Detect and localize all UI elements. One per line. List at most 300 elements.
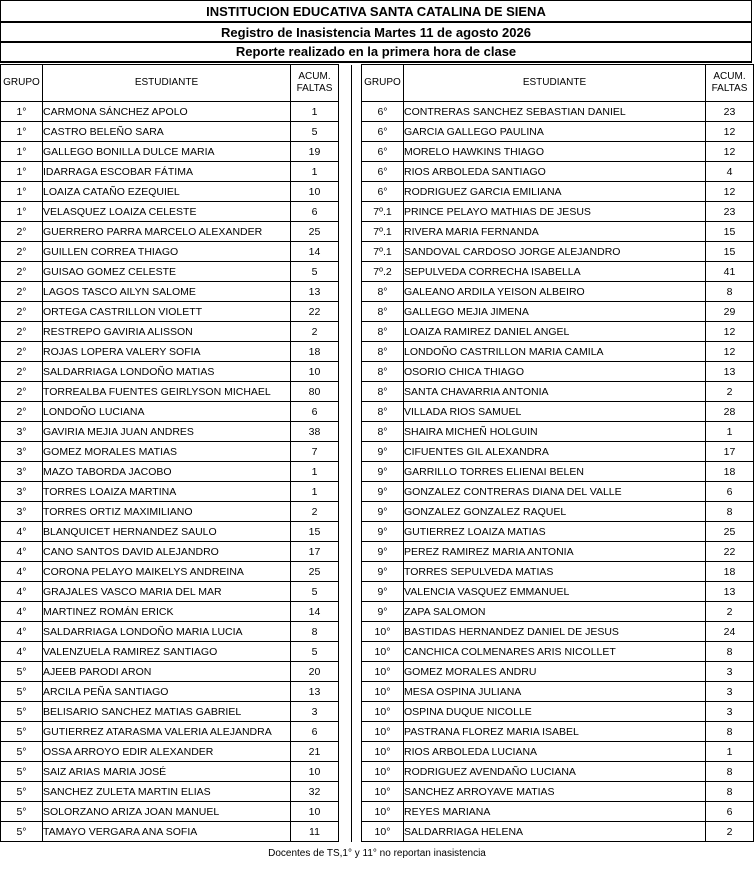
student-name-cell: GRAJALES VASCO MARIA DEL MAR <box>43 582 291 602</box>
group-cell: 2° <box>1 282 43 302</box>
column-gap <box>339 502 352 522</box>
absences-cell: 17 <box>291 542 339 562</box>
absences-cell: 7 <box>291 442 339 462</box>
student-name-cell: SAIZ ARIAS MARIA JOSÉ <box>43 762 291 782</box>
student-name-cell: REYES MARIANA <box>404 802 706 822</box>
student-name-cell: RODRIGUEZ AVENDAÑO LUCIANA <box>404 762 706 782</box>
group-cell: 1° <box>1 162 43 182</box>
table-row <box>362 302 754 322</box>
absences-cell: 41 <box>706 262 754 282</box>
table-row <box>1 542 352 562</box>
absences-cell: 13 <box>706 362 754 382</box>
absences-cell: 15 <box>706 242 754 262</box>
absences-cell: 15 <box>706 222 754 242</box>
student-name-cell: CANCHICA COLMENARES ARIS NICOLLET <box>404 642 706 662</box>
table-row <box>1 402 352 422</box>
student-name-cell: TORRES ORTIZ MAXIMILIANO <box>43 502 291 522</box>
absences-cell: 12 <box>706 182 754 202</box>
student-name-cell: OSORIO CHICA THIAGO <box>404 362 706 382</box>
group-cell: 2° <box>1 342 43 362</box>
student-column-header: ESTUDIANTE <box>404 65 706 102</box>
column-gap <box>339 282 352 302</box>
group-cell: 8° <box>362 282 404 302</box>
student-name-cell: RIOS ARBOLEDA LUCIANA <box>404 742 706 762</box>
absences-cell: 3 <box>706 682 754 702</box>
report-title: INSTITUCION EDUCATIVA SANTA CATALINA DE SIENA <box>0 0 752 22</box>
absences-cell: 18 <box>291 342 339 362</box>
absences-cell: 25 <box>706 522 754 542</box>
group-cell: 5° <box>1 662 43 682</box>
group-cell: 9° <box>362 522 404 542</box>
student-name-cell: CARMONA SÁNCHEZ APOLO <box>43 102 291 122</box>
group-cell: 10° <box>362 762 404 782</box>
table-row <box>362 642 754 662</box>
student-name-cell: TORREALBA FUENTES GEIRLYSON MICHAEL <box>43 382 291 402</box>
absences-cell: 18 <box>706 562 754 582</box>
group-cell: 4° <box>1 622 43 642</box>
group-cell: 7º.1 <box>362 222 404 242</box>
group-cell: 9° <box>362 542 404 562</box>
group-cell: 8° <box>362 362 404 382</box>
group-cell: 5° <box>1 682 43 702</box>
absences-cell: 3 <box>291 702 339 722</box>
student-name-cell: IDARRAGA ESCOBAR FÁTIMA <box>43 162 291 182</box>
table-row <box>362 142 754 162</box>
group-cell: 8° <box>362 422 404 442</box>
group-cell: 10° <box>362 642 404 662</box>
table-row <box>362 762 754 782</box>
column-gap <box>339 102 352 122</box>
table-row <box>1 242 352 262</box>
footer-note: Docentes de TS,1° y 11° no reportan inasistencia <box>268 848 486 859</box>
table-row <box>1 262 352 282</box>
column-gap <box>339 422 352 442</box>
absences-cell: 6 <box>291 722 339 742</box>
group-cell: 3° <box>1 502 43 522</box>
column-gap <box>339 222 352 242</box>
group-cell: 5° <box>1 742 43 762</box>
column-gap <box>339 802 352 822</box>
table-row <box>362 182 754 202</box>
student-name-cell: CASTRO BELEÑO SARA <box>43 122 291 142</box>
group-cell: 6° <box>362 122 404 142</box>
absences-cell: 1 <box>291 482 339 502</box>
table-row <box>362 722 754 742</box>
column-gap <box>339 442 352 462</box>
student-name-cell: SEPULVEDA CORRECHA ISABELLA <box>404 262 706 282</box>
absences-column-header: ACUM. FALTAS <box>291 65 339 102</box>
group-cell: 5° <box>1 762 43 782</box>
group-cell: 8° <box>362 402 404 422</box>
column-gap <box>339 522 352 542</box>
student-name-cell: RODRIGUEZ GARCIA EMILIANA <box>404 182 706 202</box>
group-cell: 1° <box>1 102 43 122</box>
student-name-cell: GUTIERREZ ATARASMA VALERIA ALEJANDRA <box>43 722 291 742</box>
column-gap <box>339 702 352 722</box>
table-row <box>1 682 352 702</box>
table-row <box>362 742 754 762</box>
student-name-cell: MORELO HAWKINS THIAGO <box>404 142 706 162</box>
table-row <box>1 662 352 682</box>
student-name-cell: RESTREPO GAVIRIA ALISSON <box>43 322 291 342</box>
group-cell: 1° <box>1 122 43 142</box>
group-cell: 2° <box>1 362 43 382</box>
student-name-cell: CANO SANTOS DAVID ALEJANDRO <box>43 542 291 562</box>
absences-cell: 8 <box>706 282 754 302</box>
absences-cell: 5 <box>291 642 339 662</box>
group-cell: 3° <box>1 442 43 462</box>
absences-cell: 25 <box>291 222 339 242</box>
column-gap <box>339 302 352 322</box>
group-cell: 2° <box>1 242 43 262</box>
student-name-cell: SANCHEZ ARROYAVE MATIAS <box>404 782 706 802</box>
student-name-cell: MESA OSPINA JULIANA <box>404 682 706 702</box>
table-row <box>1 282 352 302</box>
table-row <box>1 462 352 482</box>
absences-cell: 2 <box>706 822 754 842</box>
absences-cell: 5 <box>291 262 339 282</box>
group-cell: 4° <box>1 562 43 582</box>
table-row <box>362 822 754 842</box>
absences-cell: 28 <box>706 402 754 422</box>
student-name-cell: RIOS ARBOLEDA SANTIAGO <box>404 162 706 182</box>
absences-cell: 2 <box>706 602 754 622</box>
column-gap <box>339 322 352 342</box>
column-gap <box>339 122 352 142</box>
student-name-cell: GUILLEN CORREA THIAGO <box>43 242 291 262</box>
student-name-cell: GONZALEZ CONTRERAS DIANA DEL VALLE <box>404 482 706 502</box>
table-row <box>1 222 352 242</box>
group-cell: 2° <box>1 222 43 242</box>
student-name-cell: GALLEGO MEJIA JIMENA <box>404 302 706 322</box>
absences-cell: 10 <box>291 362 339 382</box>
table-row <box>1 722 352 742</box>
table-row <box>1 182 352 202</box>
table-row <box>362 382 754 402</box>
group-cell: 3° <box>1 462 43 482</box>
group-cell: 9° <box>362 462 404 482</box>
table-row <box>1 202 352 222</box>
student-name-cell: TORRES SEPULVEDA MATIAS <box>404 562 706 582</box>
absences-cell: 12 <box>706 142 754 162</box>
table-row <box>362 462 754 482</box>
student-name-cell: LAGOS TASCO AILYN SALOME <box>43 282 291 302</box>
student-name-cell: ZAPA SALOMON <box>404 602 706 622</box>
student-name-cell: SOLORZANO ARIZA JOAN MANUEL <box>43 802 291 822</box>
group-cell: 8° <box>362 302 404 322</box>
group-cell: 3° <box>1 422 43 442</box>
group-cell: 5° <box>1 782 43 802</box>
group-cell: 10° <box>362 662 404 682</box>
student-name-cell: GUISAO GOMEZ CELESTE <box>43 262 291 282</box>
table-row <box>1 482 352 502</box>
absences-cell: 4 <box>706 162 754 182</box>
column-gap <box>339 562 352 582</box>
student-name-cell: ORTEGA CASTRILLON VIOLETT <box>43 302 291 322</box>
absences-cell: 80 <box>291 382 339 402</box>
table-row <box>362 422 754 442</box>
column-gap <box>339 782 352 802</box>
table-row <box>1 142 352 162</box>
column-gap <box>339 642 352 662</box>
absences-cell: 24 <box>706 622 754 642</box>
table-row <box>362 482 754 502</box>
right-register-body <box>362 102 754 842</box>
absences-cell: 6 <box>706 802 754 822</box>
group-cell: 10° <box>362 782 404 802</box>
group-cell: 7º.2 <box>362 262 404 282</box>
absences-cell: 23 <box>706 102 754 122</box>
absences-cell: 17 <box>706 442 754 462</box>
table-row <box>362 242 754 262</box>
table-row <box>362 522 754 542</box>
absences-cell: 10 <box>291 182 339 202</box>
absences-cell: 1 <box>706 422 754 442</box>
group-cell: 5° <box>1 822 43 842</box>
table-row <box>1 622 352 642</box>
group-cell: 8° <box>362 382 404 402</box>
column-gap <box>339 382 352 402</box>
table-row <box>362 682 754 702</box>
absences-cell: 5 <box>291 582 339 602</box>
absences-cell: 12 <box>706 342 754 362</box>
table-row <box>362 542 754 562</box>
absences-cell: 14 <box>291 602 339 622</box>
absences-cell: 18 <box>706 462 754 482</box>
column-gap <box>339 482 352 502</box>
table-row <box>362 782 754 802</box>
student-name-cell: CONTRERAS SANCHEZ SEBASTIAN DANIEL <box>404 102 706 122</box>
absences-cell: 2 <box>706 382 754 402</box>
absences-cell: 38 <box>291 422 339 442</box>
column-gap <box>339 362 352 382</box>
table-row <box>362 322 754 342</box>
table-row <box>1 502 352 522</box>
table-row <box>362 342 754 362</box>
group-cell: 9° <box>362 582 404 602</box>
group-cell: 6° <box>362 162 404 182</box>
student-name-cell: VILLADA RIOS SAMUEL <box>404 402 706 422</box>
absences-cell: 2 <box>291 322 339 342</box>
left-register-table <box>0 64 352 842</box>
report-subtitle: Registro de Inasistencia Martes 11 de agosto 2026 <box>0 22 752 43</box>
group-column-header: GRUPO <box>1 65 43 102</box>
table-row <box>362 362 754 382</box>
absences-cell: 10 <box>291 762 339 782</box>
group-cell: 4° <box>1 642 43 662</box>
student-name-cell: GALLEGO BONILLA DULCE MARIA <box>43 142 291 162</box>
absences-cell: 1 <box>291 162 339 182</box>
student-name-cell: GONZALEZ GONZALEZ RAQUEL <box>404 502 706 522</box>
column-gap <box>339 342 352 362</box>
group-cell: 7º.1 <box>362 202 404 222</box>
group-cell: 2° <box>1 322 43 342</box>
column-gap <box>339 462 352 482</box>
column-gap <box>339 602 352 622</box>
group-cell: 10° <box>362 622 404 642</box>
student-name-cell: SALDARRIAGA HELENA <box>404 822 706 842</box>
student-name-cell: BASTIDAS HERNANDEZ DANIEL DE JESUS <box>404 622 706 642</box>
student-name-cell: SANCHEZ ZULETA MARTIN ELIAS <box>43 782 291 802</box>
group-cell: 4° <box>1 542 43 562</box>
group-cell: 4° <box>1 602 43 622</box>
group-cell: 5° <box>1 702 43 722</box>
table-row <box>362 222 754 242</box>
student-name-cell: GOMEZ MORALES MATIAS <box>43 442 291 462</box>
table-row <box>362 102 754 122</box>
absences-cell: 3 <box>706 662 754 682</box>
table-row <box>1 322 352 342</box>
column-gap <box>339 542 352 562</box>
table-row <box>362 582 754 602</box>
table-row <box>1 642 352 662</box>
table-row <box>1 582 352 602</box>
group-cell: 8° <box>362 322 404 342</box>
group-cell: 10° <box>362 822 404 842</box>
group-cell: 10° <box>362 802 404 822</box>
absences-cell: 20 <box>291 662 339 682</box>
absences-cell: 12 <box>706 322 754 342</box>
group-cell: 1° <box>1 182 43 202</box>
absences-cell: 13 <box>291 682 339 702</box>
group-cell: 2° <box>1 302 43 322</box>
group-cell: 9° <box>362 482 404 502</box>
column-gap <box>339 65 352 102</box>
column-gap <box>339 742 352 762</box>
table-row <box>1 762 352 782</box>
absences-cell: 6 <box>291 402 339 422</box>
student-name-cell: GOMEZ MORALES ANDRU <box>404 662 706 682</box>
group-cell: 9° <box>362 602 404 622</box>
group-cell: 5° <box>1 802 43 822</box>
absences-cell: 6 <box>291 202 339 222</box>
group-cell: 8° <box>362 342 404 362</box>
student-name-cell: BLANQUICET HERNANDEZ SAULO <box>43 522 291 542</box>
column-gap <box>339 402 352 422</box>
group-cell: 6° <box>362 142 404 162</box>
absences-cell: 15 <box>291 522 339 542</box>
column-gap <box>339 622 352 642</box>
group-cell: 10° <box>362 702 404 722</box>
table-row <box>362 702 754 722</box>
table-row <box>362 502 754 522</box>
absences-cell: 10 <box>291 802 339 822</box>
group-cell: 5° <box>1 722 43 742</box>
table-row <box>362 562 754 582</box>
student-name-cell: GAVIRIA MEJIA JUAN ANDRES <box>43 422 291 442</box>
table-row <box>1 302 352 322</box>
student-name-cell: GUERRERO PARRA MARCELO ALEXANDER <box>43 222 291 242</box>
absences-cell: 13 <box>706 582 754 602</box>
absences-cell: 8 <box>706 782 754 802</box>
student-name-cell: SANTA CHAVARRIA ANTONIA <box>404 382 706 402</box>
student-name-cell: ARCILA PEÑA SANTIAGO <box>43 682 291 702</box>
table-row <box>1 562 352 582</box>
student-name-cell: GUTIERREZ LOAIZA MATIAS <box>404 522 706 542</box>
absences-cell: 13 <box>291 282 339 302</box>
column-gap <box>339 722 352 742</box>
student-name-cell: OSSA ARROYO EDIR ALEXANDER <box>43 742 291 762</box>
group-cell: 9° <box>362 502 404 522</box>
student-name-cell: LOAIZA RAMIREZ DANIEL ANGEL <box>404 322 706 342</box>
group-cell: 4° <box>1 582 43 602</box>
absences-cell: 14 <box>291 242 339 262</box>
student-name-cell: RIVERA MARIA FERNANDA <box>404 222 706 242</box>
table-row <box>1 422 352 442</box>
student-name-cell: LONDOÑO CASTRILLON MARIA CAMILA <box>404 342 706 362</box>
table-row <box>362 162 754 182</box>
absences-cell: 8 <box>706 642 754 662</box>
group-cell: 9° <box>362 442 404 462</box>
column-gap <box>339 162 352 182</box>
absences-cell: 8 <box>291 622 339 642</box>
absences-cell: 1 <box>291 462 339 482</box>
left-register-body <box>1 102 352 842</box>
absences-cell: 1 <box>706 742 754 762</box>
group-cell: 2° <box>1 402 43 422</box>
student-name-cell: TAMAYO VERGARA ANA SOFIA <box>43 822 291 842</box>
student-name-cell: MAZO TABORDA JACOBO <box>43 462 291 482</box>
table-row <box>1 362 352 382</box>
student-name-cell: SALDARRIAGA LONDOÑO MARIA LUCIA <box>43 622 291 642</box>
student-name-cell: GARRILLO TORRES ELIENAI BELEN <box>404 462 706 482</box>
group-cell: 1° <box>1 202 43 222</box>
table-row <box>1 702 352 722</box>
table-row <box>1 162 352 182</box>
group-cell: 10° <box>362 722 404 742</box>
column-gap <box>339 682 352 702</box>
table-row <box>362 662 754 682</box>
table-row <box>1 782 352 802</box>
group-column-header: GRUPO <box>362 65 404 102</box>
group-cell: 4° <box>1 522 43 542</box>
student-name-cell: TORRES LOAIZA MARTINA <box>43 482 291 502</box>
table-row <box>362 402 754 422</box>
student-name-cell: ROJAS LOPERA VALERY SOFIA <box>43 342 291 362</box>
table-row <box>1 382 352 402</box>
table-row <box>1 602 352 622</box>
table-row <box>362 282 754 302</box>
absences-cell: 22 <box>291 302 339 322</box>
column-gap <box>339 582 352 602</box>
table-row <box>1 342 352 362</box>
absences-cell: 8 <box>706 762 754 782</box>
student-name-cell: PRINCE PELAYO MATHIAS DE JESUS <box>404 202 706 222</box>
student-name-cell: BELISARIO SANCHEZ MATIAS GABRIEL <box>43 702 291 722</box>
student-name-cell: SALDARRIAGA LONDOÑO MATIAS <box>43 362 291 382</box>
column-gap <box>339 182 352 202</box>
group-cell: 1° <box>1 142 43 162</box>
student-name-cell: SHAIRA MICHEÑ HOLGUIN <box>404 422 706 442</box>
student-name-cell: MARTINEZ ROMÁN ERICK <box>43 602 291 622</box>
table-row <box>362 202 754 222</box>
table-row <box>1 802 352 822</box>
absences-cell: 22 <box>706 542 754 562</box>
table-row <box>1 102 352 122</box>
student-name-cell: GARCIA GALLEGO PAULINA <box>404 122 706 142</box>
student-name-cell: CORONA PELAYO MAIKELYS ANDREINA <box>43 562 291 582</box>
group-cell: 6° <box>362 182 404 202</box>
table-row <box>362 442 754 462</box>
absences-cell: 12 <box>706 122 754 142</box>
column-gap <box>339 262 352 282</box>
student-name-cell: VELASQUEZ LOAIZA CELESTE <box>43 202 291 222</box>
student-column-header: ESTUDIANTE <box>43 65 291 102</box>
student-name-cell: VALENZUELA RAMIREZ SANTIAGO <box>43 642 291 662</box>
student-name-cell: PEREZ RAMIREZ MARIA ANTONIA <box>404 542 706 562</box>
student-name-cell: AJEEB PARODI ARON <box>43 662 291 682</box>
table-row <box>362 602 754 622</box>
